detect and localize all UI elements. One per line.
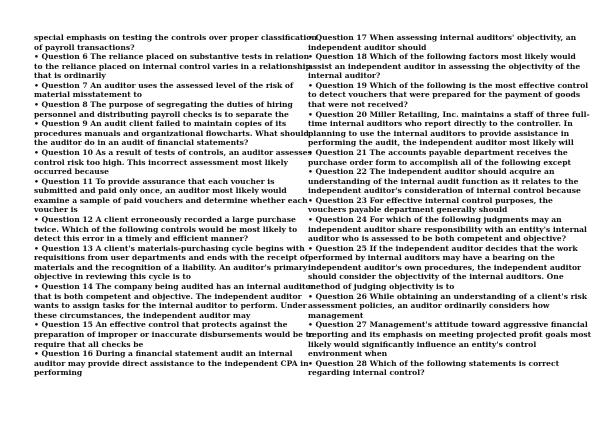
text-line: assessment policies, an auditor ordinarily considers how <box>308 301 550 311</box>
text-line: • Question 19 Which of the following is the most effective control <box>308 80 589 90</box>
text-line: • Question 24 For which of the following judgments may an <box>308 214 562 224</box>
text-line: • Question 23 For effective internal control purposes, the <box>308 195 553 205</box>
text-line: requisitions from user departments and ends with the receipt of <box>34 253 309 263</box>
text-line: • Question 17 When assessing internal auditors' objectivity, an <box>308 33 577 42</box>
text-line: • Question 27 Management's attitude toward aggressive financial <box>308 320 588 330</box>
text-line: purchase order form to accomplish all of the following except <box>308 157 572 167</box>
text-line: • Question 6 The reliance placed on substantive tests in relation <box>34 52 310 62</box>
text-line: • Question 8 The purpose of segregating the duties of hiring <box>34 100 293 110</box>
text-line: material misstatement to <box>34 90 142 100</box>
text-line: vouchers payable department generally should <box>308 205 508 215</box>
text-line: • Question 26 While obtaining an understanding of a client's risk <box>308 291 588 301</box>
text-line: materials and the recognition of a liability. An auditor's primary <box>34 262 308 272</box>
text-line: performing the audit, the independent auditor most likely will <box>308 138 574 148</box>
text-line: performed by internal auditors may have a bearing on the <box>308 253 555 263</box>
text-line: the auditor do in an audit of financial statements? <box>34 138 249 148</box>
text-line: • Question 9 An audit client failed to maintain copies of its <box>34 119 287 129</box>
text-line: • Question 18 Which of the following factors most likely would <box>308 52 576 62</box>
text-line: environment when <box>308 349 388 359</box>
text-line: time internal auditors who report directly to the controller. In <box>308 119 573 129</box>
left-column <box>34 33 317 378</box>
text-line: these circumstances, the independent auditor may <box>34 310 251 320</box>
text-line: independent auditor's own procedures, the independent auditor <box>308 262 582 272</box>
text-line: • Question 20 Miller Retailing, Inc. maintains a staff of three full- <box>308 109 590 119</box>
text-line: auditor who is assessed to be both competent and objective? <box>308 234 567 244</box>
right-column <box>308 33 592 378</box>
text-line: management <box>308 310 364 320</box>
text-line: • Question 22 The independent auditor should acquire an <box>308 167 555 177</box>
text-line: • Question 7 An auditor uses the assessed level of the risk of <box>34 80 294 90</box>
text-line: reporting and its emphasis on meeting projected profit goals most <box>308 329 592 339</box>
text-line: to the reliance placed on internal control varies in a relationship <box>34 61 311 71</box>
text-line: detect this error in a timely and efficient manner? <box>34 234 249 244</box>
text-line: wants to assign tasks for the internal auditor to perform. Under <box>34 301 307 311</box>
text-line: • Question 10 As a result of tests of controls, an auditor assesses <box>34 147 312 157</box>
text-line: auditor may provide direct assistance to the independent CPA in <box>34 358 309 368</box>
text-line: independent auditor should <box>308 42 427 52</box>
text-line: examine a sample of paid vouchers and determine whether each <box>34 195 308 205</box>
text-line: • Question 14 The company being audited has an internal auditor <box>34 282 315 292</box>
text-line: submitted and paid only once, an auditor most likely would <box>34 186 287 196</box>
text-line: voucher is <box>34 205 78 215</box>
text-line: objective in reviewing this cycle is to <box>34 272 191 282</box>
text-line: occurred because <box>34 167 109 177</box>
text-line: • Question 25 If the independent auditor decides that the work <box>308 243 578 253</box>
text-line: of payroll transactions? <box>34 42 135 52</box>
text-line: likely would significantly influence an entity's control <box>308 339 537 349</box>
text-line: twice. Which of the following controls would be most likely to <box>34 224 298 234</box>
text-line: should consider the objectivity of the internal auditors. One <box>308 272 564 282</box>
text-line: independent auditor share responsibility with an entity's internal <box>308 224 587 234</box>
text-line: understanding of the internal audit function as it relates to the <box>308 176 579 186</box>
text-line: planning to use the internal auditors to provide assistance in <box>308 128 570 138</box>
text-line: assist an independent auditor in assessing the objectivity of the <box>308 61 581 71</box>
text-line: that were not received? <box>308 100 408 110</box>
text-line: control risk too high. This incorrect assessment most likely <box>34 157 288 167</box>
text-line: • Question 11 To provide assurance that each voucher is <box>34 176 275 186</box>
text-line: • Question 15 An effective control that protects against the <box>34 320 288 330</box>
text-line: personnel and distributing payroll checks is to separate the <box>34 109 289 119</box>
text-line: internal auditor? <box>308 71 381 81</box>
text-line: require that all checks be <box>34 339 144 349</box>
text-line: that is both competent and objective. The independent auditor <box>34 291 302 301</box>
text-line: • Question 12 A client erroneously recorded a large purchase <box>34 214 296 224</box>
text-line: independent auditor's consideration of internal control because <box>308 186 581 196</box>
text-line: • Question 28 Which of the following statements is correct <box>308 358 560 368</box>
text-line: procedures manuals and organizational flowcharts. What should <box>34 128 309 138</box>
text-line: performing <box>34 368 83 378</box>
text-line: • Question 21 The accounts payable department receives the <box>308 147 568 157</box>
text-line: • Question 13 A client's materials-purchasing cycle begins with <box>34 243 305 253</box>
text-line: special emphasis on testing the controls over proper classification <box>34 33 317 42</box>
text-line: method of judging objectivity is to <box>308 282 455 292</box>
text-line: to detect vouchers that were prepared for the payment of goods <box>308 90 581 100</box>
text-line: preparation of improper or inaccurate disbursements would be to <box>34 329 315 339</box>
text-line: • Question 16 During a financial statement audit an internal <box>34 349 293 359</box>
text-line: regarding internal control? <box>308 368 425 378</box>
text-line: that is ordinarily <box>34 71 106 81</box>
